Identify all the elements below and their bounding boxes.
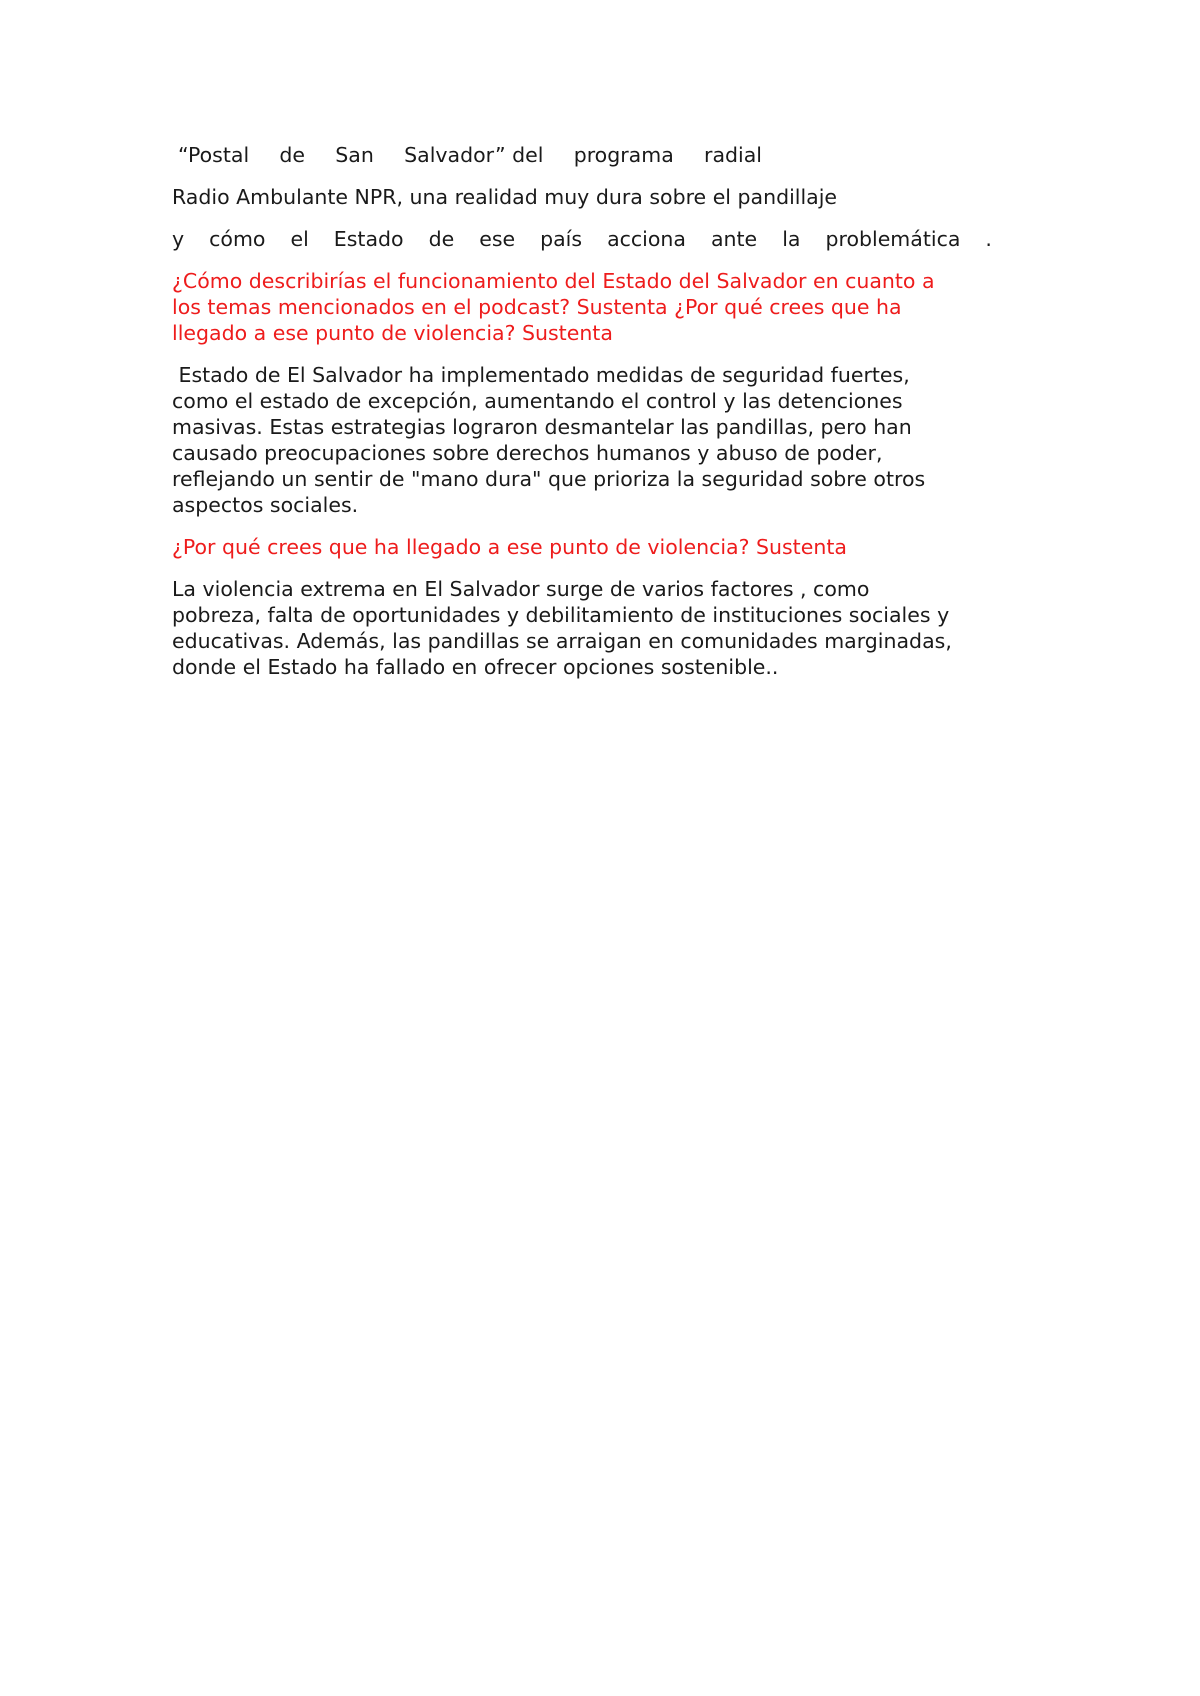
answer-2 [172,576,1032,680]
intro-word: cómo [209,227,266,251]
intro-word: de [279,143,306,167]
intro-word: la [782,227,801,251]
intro-word: ante [710,227,758,251]
answer-1-line: como el estado de excepción, aumentando el control y las detenciones [172,389,903,413]
intro-paragraph-line-3 [172,226,1032,252]
question-1 [172,268,1032,346]
answer-1-line: masivas. Estas estrategias lograron desmantelar las pandillas, pero han [172,415,912,439]
intro-word: programa [573,143,674,167]
answer-2-line: educativas. Además, las pandillas se arraigan en comunidades marginadas, [172,629,952,653]
document-body [172,142,1032,696]
intro-word: ese [479,227,516,251]
question-2 [172,534,1032,560]
question-1-line: ¿Cómo describirías el funcionamiento del Estado del Salvador en cuanto a [172,269,935,293]
answer-2-line: La violencia extrema en El Salvador surge de varios factores , como [172,577,870,601]
question-2-line: ¿Por qué crees que ha llegado a ese punto de violencia? Sustenta [172,535,847,559]
question-1-line: llegado a ese punto de violencia? Sustenta [172,321,613,345]
intro-line-1 [172,142,762,168]
intro-word: el [290,227,309,251]
intro-word: . [985,227,992,251]
intro-word: radial [704,143,762,167]
question-1-line: los temas mencionados en el podcast? Sustenta ¿Por qué crees que ha [172,295,902,319]
intro-word: problemática [825,227,961,251]
intro-word: “Postal [178,143,250,167]
intro-word: acciona [607,227,686,251]
intro-word: país [540,227,583,251]
intro-word: Salvador” del [404,143,544,167]
answer-1-line: aspectos sociales. [172,493,359,517]
intro-paragraph-line-2 [172,184,1032,210]
intro-paragraph-line-1 [172,142,1032,168]
intro-line-3 [172,226,992,252]
answer-2-line: pobreza, falta de oportunidades y debilitamiento de instituciones sociales y [172,603,950,627]
intro-line-2: Radio Ambulante NPR, una realidad muy dura sobre el pandillaje [172,185,838,209]
intro-word: San [335,143,374,167]
answer-1-line: reflejando un sentir de "mano dura" que prioriza la seguridad sobre otros [172,467,926,491]
answer-1-line: causado preocupaciones sobre derechos humanos y abuso de poder, [172,441,883,465]
intro-word: Estado [333,227,404,251]
intro-word: de [428,227,455,251]
answer-1 [172,362,1032,518]
answer-1-line: Estado de El Salvador ha implementado medidas de seguridad fuertes, [172,363,910,387]
answer-2-line: donde el Estado ha fallado en ofrecer opciones sostenible.. [172,655,779,679]
intro-word: y [172,227,185,251]
